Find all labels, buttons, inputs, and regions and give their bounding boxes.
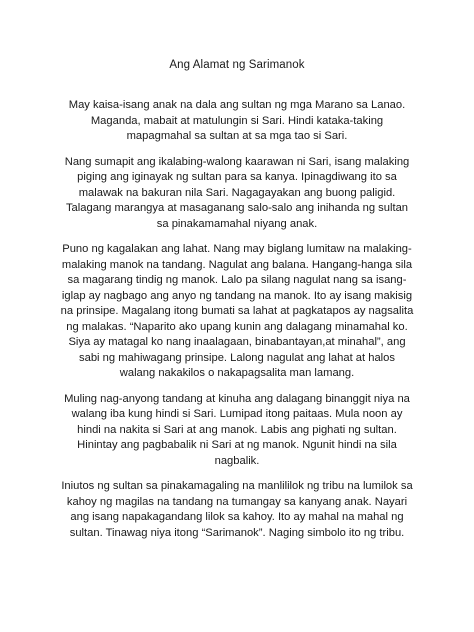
paragraph-4: Muling nag-anyong tandang at kinuha ang dalagang binanggit niya na walang iba kung hindi si Sari. Lumipad itong paitaas. Mula noon ay hindi na nakita si Sari at ang manok. Labis ang pighati ng sultan. Hinintay ang pagbabalik ni Sari at ng manok. Ngunit hindi na sila nagbalik. [64, 392, 410, 467]
paragraph-5: Iniutos ng sultan sa pinakamagaling na manlililok ng tribu na lumilok sa kahoy ng magilas na tandang na tumangay sa kanyang anak. Nayari ang isang napakagandang lilok sa kahoy. Ito ay mahal na mahal ng sultan. Tinawag niya itong “Sarimanok”. Naging simbolo ito ng tribu. [61, 480, 413, 539]
paragraph-2: Nang sumapit ang ikalabing-walong kaarawan ni Sari, isang malaking piging ang iginayak ng sultan para sa kanya. Ipinagdiwang ito sa malawak na bakuran nila Sari. Nagagayakan ang buong paligid. Talagang marangya at masaganang salo-salo ang inihanda ng sultan sa pinakamamahal niyang anak. [64, 155, 410, 230]
paragraph-3: Puno ng kagalakan ang lahat. Nang may biglang lumitaw na malaking-malaking manok na tandang. Nagulat ang balana. Hangang-hanga sila sa magarang tindig ng manok. Lalo pa silang nagulat nang sa isang-iglap ay nagbago ang anyo ng tandang na manok. Ito ay isang makisig na prinsipe. Magalang itong bumati sa lahat at pagkatapos ay nagsalita ng malakas. “Naparito ako upang kunin ang dalagang minamahal ko. Siya ay matagal ko nang inaalagaan, binabantayan,at minahal”, ang sabi ng mahiwagang prinsipe. Lalong nagulat ang lahat at halos walang nakakilos o nakapagsalita man lamang. [60, 243, 414, 379]
paragraph-1: May kaisa-isang anak na dala ang sultan ng mga Marano sa Lanao. Maganda, mabait at matulungin si Sari. Hindi kataka-taking mapagmahal sa sultan at sa mga tao si Sari. [68, 99, 406, 142]
document-body [60, 98, 414, 541]
document-title: Ang Alamat ng Sarimanok [169, 59, 305, 71]
